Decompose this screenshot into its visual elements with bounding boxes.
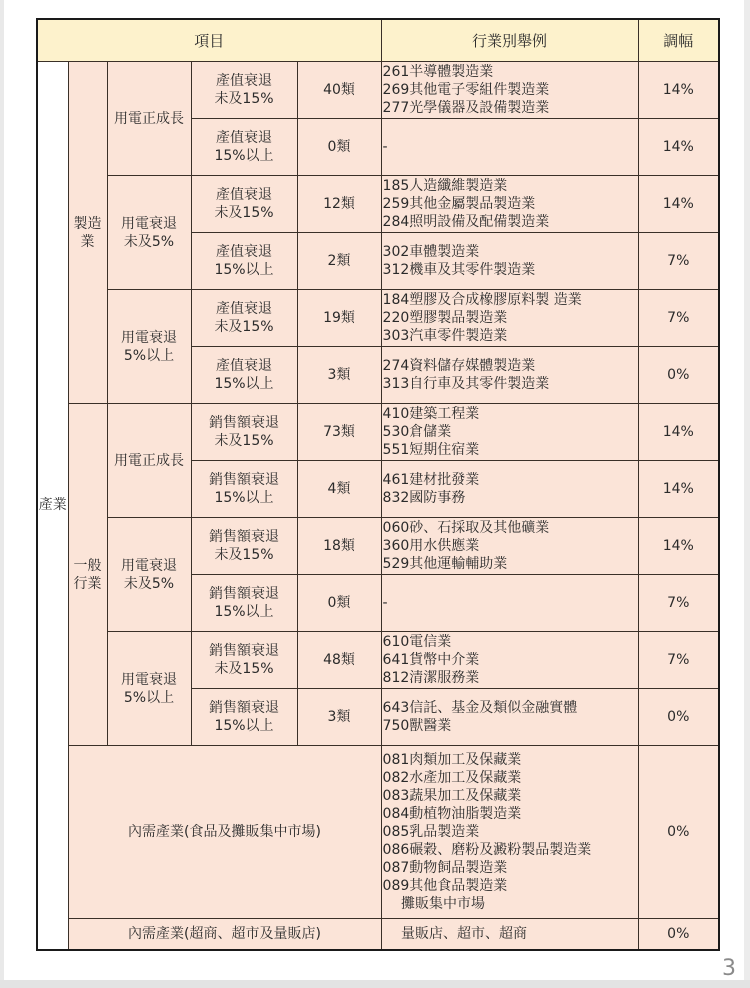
table-row bbox=[37, 919, 719, 950]
count-cell: 0類 bbox=[297, 575, 381, 632]
subgroup-label: 用電衰退 未及5% bbox=[107, 176, 191, 290]
pct-cell: 14% bbox=[638, 176, 719, 233]
examples-cell: 643信託、基金及類似金融實體 750獸醫業 bbox=[381, 689, 638, 746]
condition-cell: 產值衰退 未及15% bbox=[191, 290, 297, 347]
subgroup-label: 用電衰退 5%以上 bbox=[107, 632, 191, 746]
condition-cell: 產值衰退 15%以上 bbox=[191, 347, 297, 404]
industry-adjustment-table bbox=[36, 18, 720, 951]
count-cell: 40類 bbox=[297, 62, 381, 119]
examples-cell: 302車體製造業 312機車及其零件製造業 bbox=[381, 233, 638, 290]
page-edge bbox=[0, 980, 750, 988]
count-cell: 3類 bbox=[297, 689, 381, 746]
condition-cell: 產值衰退 未及15% bbox=[191, 176, 297, 233]
subgroup-label: 用電衰退 5%以上 bbox=[107, 290, 191, 404]
examples-cell: 410建築工程業 530倉儲業 551短期住宿業 bbox=[381, 404, 638, 461]
table-row bbox=[37, 404, 719, 461]
domestic-retail-label: 內需產業(超商、超市及量販店) bbox=[68, 919, 381, 950]
subgroup-label: 用電正成長 bbox=[107, 404, 191, 518]
table-row bbox=[37, 290, 719, 347]
pct-cell: 7% bbox=[638, 233, 719, 290]
sector-label: 產業 bbox=[37, 62, 68, 950]
examples-cell: 185人造纖維製造業 259其他金屬製品製造業 284照明設備及配備製造業 bbox=[381, 176, 638, 233]
table-row bbox=[37, 62, 719, 119]
examples-cell: 274資料儲存媒體製造業 313自行車及其零件製造業 bbox=[381, 347, 638, 404]
domestic-food-label: 內需產業(食品及攤販集中市場) bbox=[68, 746, 381, 919]
examples-cell: 461建材批發業 832國防事務 bbox=[381, 461, 638, 518]
group-manufacturing: 製造 業 bbox=[68, 62, 107, 404]
examples-cell: 261半導體製造業 269其他電子零組件製造業 277光學儀器及設備製造業 bbox=[381, 62, 638, 119]
examples-cell: - bbox=[381, 575, 638, 632]
pct-cell: 0% bbox=[638, 689, 719, 746]
condition-cell: 銷售額衰退 未及15% bbox=[191, 632, 297, 689]
count-cell: 4類 bbox=[297, 461, 381, 518]
pct-cell: 14% bbox=[638, 461, 719, 518]
pct-cell: 7% bbox=[638, 632, 719, 689]
pct-cell: 14% bbox=[638, 62, 719, 119]
subgroup-label: 用電衰退 未及5% bbox=[107, 518, 191, 632]
header-adjustment: 調幅 bbox=[638, 19, 719, 62]
count-cell: 48類 bbox=[297, 632, 381, 689]
page-edge bbox=[744, 0, 750, 988]
condition-cell: 銷售額衰退 15%以上 bbox=[191, 689, 297, 746]
count-cell: 3類 bbox=[297, 347, 381, 404]
pct-cell: 0% bbox=[638, 746, 719, 919]
page-edge bbox=[0, 0, 4, 988]
pct-cell: 14% bbox=[638, 404, 719, 461]
pct-cell: 0% bbox=[638, 347, 719, 404]
table-row bbox=[37, 632, 719, 689]
examples-cell: 060砂、石採取及其他礦業 360用水供應業 529其他運輸輔助業 bbox=[381, 518, 638, 575]
count-cell: 18類 bbox=[297, 518, 381, 575]
condition-cell: 產值衰退 15%以上 bbox=[191, 233, 297, 290]
examples-cell: 184塑膠及合成橡膠原料製 造業 220塑膠製品製造業 303汽車零件製造業 bbox=[381, 290, 638, 347]
pct-cell: 14% bbox=[638, 119, 719, 176]
count-cell: 0類 bbox=[297, 119, 381, 176]
table-row bbox=[37, 746, 719, 919]
condition-cell: 銷售額衰退 15%以上 bbox=[191, 575, 297, 632]
pct-cell: 7% bbox=[638, 290, 719, 347]
condition-cell: 產值衰退 15%以上 bbox=[191, 119, 297, 176]
condition-cell: 銷售額衰退 未及15% bbox=[191, 518, 297, 575]
examples-cell: 量販店、超市、超商 bbox=[381, 919, 638, 950]
count-cell: 2類 bbox=[297, 233, 381, 290]
table-row bbox=[37, 518, 719, 575]
count-cell: 73類 bbox=[297, 404, 381, 461]
header-item: 項目 bbox=[37, 19, 381, 62]
count-cell: 19類 bbox=[297, 290, 381, 347]
examples-cell: - bbox=[381, 119, 638, 176]
pct-cell: 7% bbox=[638, 575, 719, 632]
examples-cell: 610電信業 641貨幣中介業 812清潔服務業 bbox=[381, 632, 638, 689]
examples-cell: 081肉類加工及保藏業 082水產加工及保藏業 083蔬果加工及保藏業 084動植物油脂製造業 085乳品製造業 086碾穀、磨粉及澱粉製品製造業 087動物飼品製造業 089其他食品製造業 攤販集中市場 bbox=[381, 746, 638, 919]
pct-cell: 0% bbox=[638, 919, 719, 950]
count-cell: 12類 bbox=[297, 176, 381, 233]
header-examples: 行業別舉例 bbox=[381, 19, 638, 62]
page-number: 3 bbox=[722, 956, 736, 981]
table-row bbox=[37, 176, 719, 233]
condition-cell: 銷售額衰退 15%以上 bbox=[191, 461, 297, 518]
condition-cell: 銷售額衰退 未及15% bbox=[191, 404, 297, 461]
condition-cell: 產值衰退 未及15% bbox=[191, 62, 297, 119]
subgroup-label: 用電正成長 bbox=[107, 62, 191, 176]
header-row bbox=[37, 19, 719, 62]
pct-cell: 14% bbox=[638, 518, 719, 575]
group-general: 一般 行業 bbox=[68, 404, 107, 746]
